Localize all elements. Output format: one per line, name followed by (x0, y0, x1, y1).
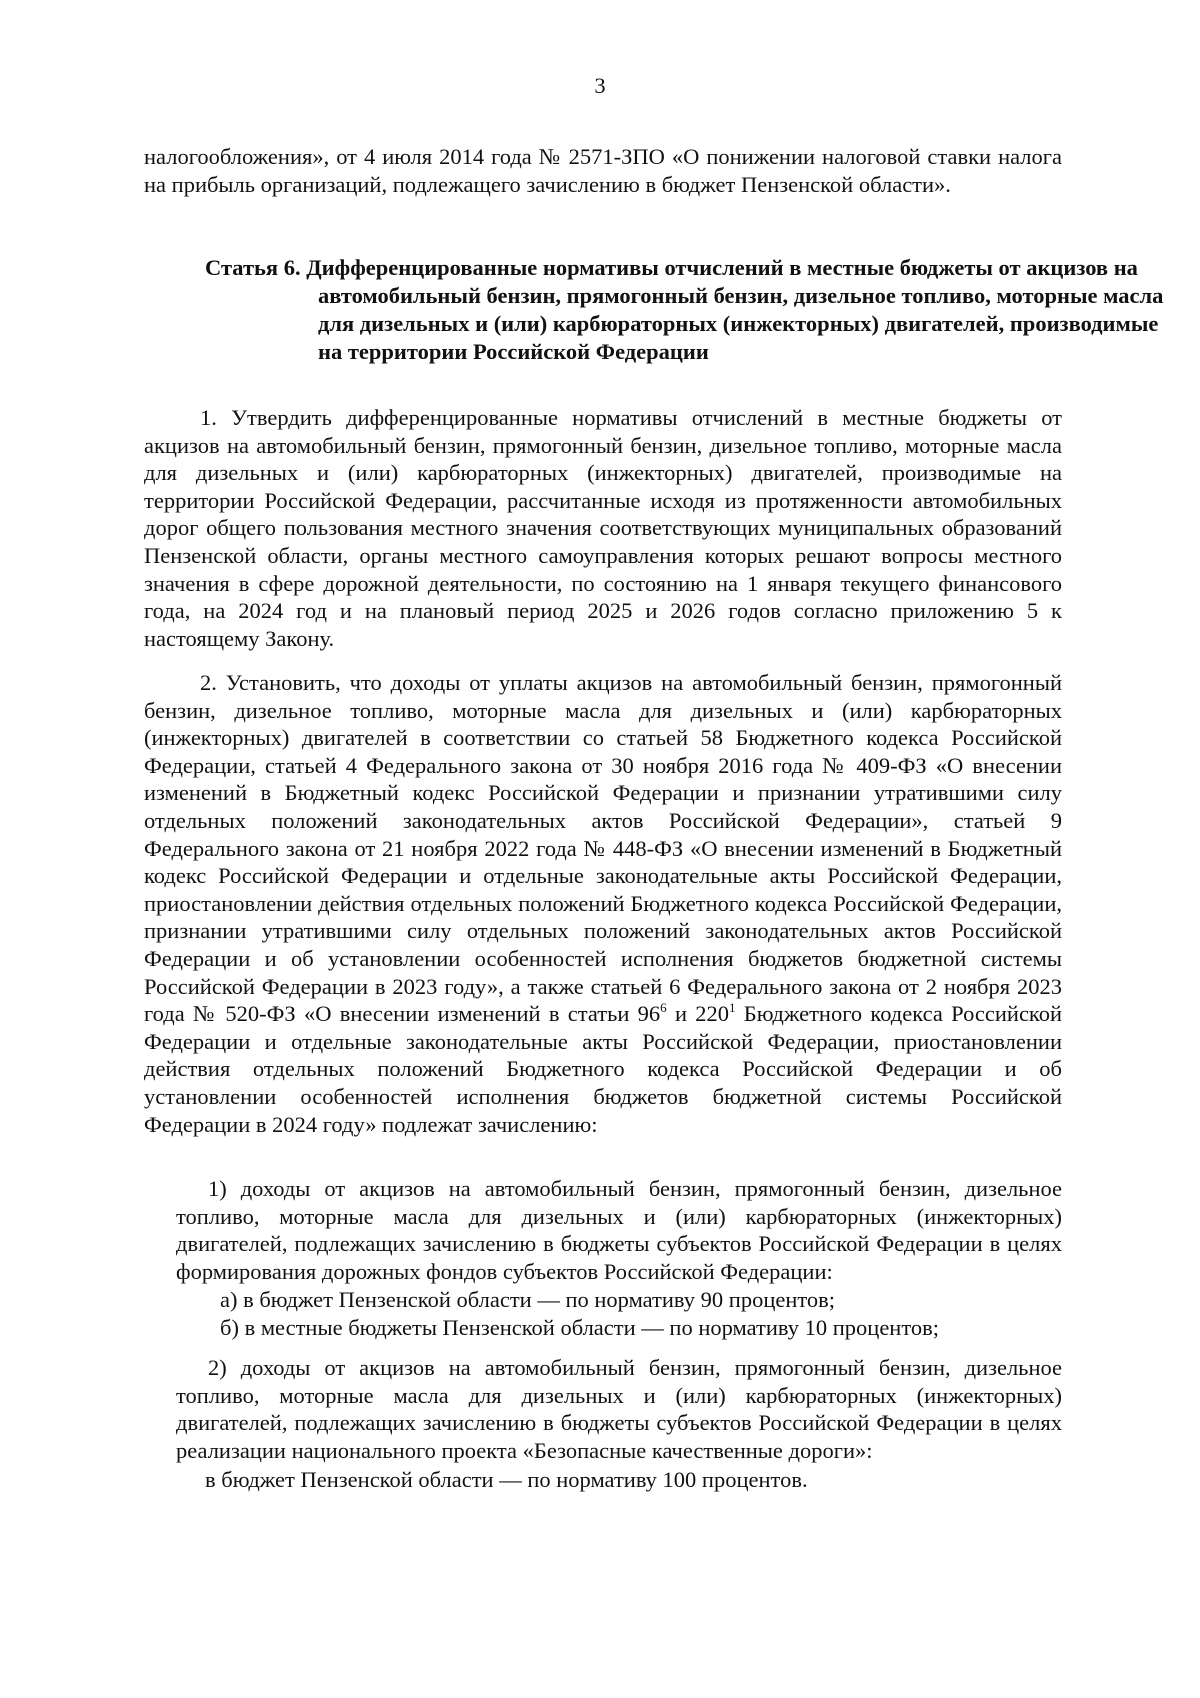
subitem-1b: б) в местные бюджеты Пензенской области — по нормативу 10 процентов; (220, 1315, 940, 1340)
page-number: 3 (594, 73, 606, 98)
subitem-1: 1) доходы от акцизов на автомобильный бензин, прямогонный бензин, дизельное топливо, моторные масла для дизельных и (или) карбюраторных (инжекторных) двигателей, подлежащих зачислению в бюджеты субъектов Российской Федерации в целях формирования дорожных фондов субъектов Российской Федерации: (176, 1176, 1062, 1284)
paragraph-2 (144, 669, 1062, 1138)
subitem-2: 2) доходы от акцизов на автомобильный бензин, прямогонный бензин, дизельное топливо, моторные масла для дизельных и (или) карбюраторных (инжекторных) двигателей, подлежащих зачислению в бюджеты субъектов Российской Федерации в целях реализации национального проекта «Безопасные качественные дороги»: (176, 1355, 1062, 1463)
paragraph-2-part1: 2. Установить, что доходы от уплаты акцизов на автомобильный бензин, прямогонный бензин, дизельное топливо, моторные масла для дизельных и (или) карбюраторных (инжекторных) двигателей в соответствии со статьей 58 Бюджетного кодекса Российской Федерации, статьей 4 Федерального закона от 30 ноября 2016 года № 409-ФЗ «О внесении изменений в Бюджетный кодекс Российской Федерации и признании утратившими силу отдельных положений законодательных актов Российской Федерации», статьей 9 Федерального закона от 21 ноября 2022 года № 448-ФЗ «О внесении изменений в Бюджетный кодекс Российской Федерации и отдельные законодательные акты Российской Федерации, приостановлении действия отдельных положений Бюджетного кодекса Российской Федерации, признании утратившими силу отдельных положений законодательных актов Российской Федерации и об установлении особенностей исполнения бюджетов бюджетной системы Российской Федерации в 2023 году», а также статьей 6 Федерального закона от 2 ноября 2023 года № 520-ФЗ «О внесении изменений в статьи 96 (144, 670, 1062, 1027)
superscript-96: 6 (660, 1000, 667, 1016)
intro-paragraph: налогообложения», от 4 июля 2014 года № 2571-ЗПО «О понижении налоговой ставки налога на прибыль организаций, подлежащего зачислению в бюджет Пензенской области». (144, 144, 1062, 197)
final-line: в бюджет Пензенской области — по нормативу 100 процентов. (205, 1467, 808, 1492)
paragraph-2-part2: и 220 (666, 1001, 730, 1027)
paragraph-1: 1. Утвердить дифференцированные нормативы отчислений в местные бюджеты от акцизов на автомобильный бензин, прямогонный бензин, дизельное топливо, моторные масла для дизельных и (или) карбюраторных (инжекторных) двигателей, производимые на территории Российской Федерации, рассчитанные исходя из протяженности автомобильных дорог общего пользования местного значения соответствующих муниципальных образований Пензенской области, органы местного самоуправления которых решают вопросы местного значения в сфере дорожной деятельности, по состоянию на 1 января текущего финансового года, на 2024 год и на плановый период 2025 и 2026 годов согласно приложению 5 к настоящему Закону. (144, 405, 1062, 651)
superscript-220: 1 (729, 1000, 736, 1016)
article-label: Статья 6. (205, 255, 301, 280)
article-heading (205, 254, 1178, 366)
paragraph-2-part3: Бюджетного кодекса Российской Федерации и отдельные законодательные акты Российской Федерации, приостановлении действия отдельных положений Бюджетного кодекса Российской Федерации и об установлении особенностей исполнения бюджетов бюджетной системы Российской Федерации в 2024 году» подлежат зачислению: (144, 1001, 1063, 1137)
subitem-1a: а) в бюджет Пензенской области — по нормативу 90 процентов; (220, 1287, 836, 1312)
article-title: Дифференцированные нормативы отчислений в местные бюджеты от акцизов на автомобильный бензин, прямогонный бензин, дизельное топливо, моторные масла для дизельных и (или) карбюраторных (инжекторных) двигателей, производимые на территории Российской Федерации (306, 255, 1164, 364)
